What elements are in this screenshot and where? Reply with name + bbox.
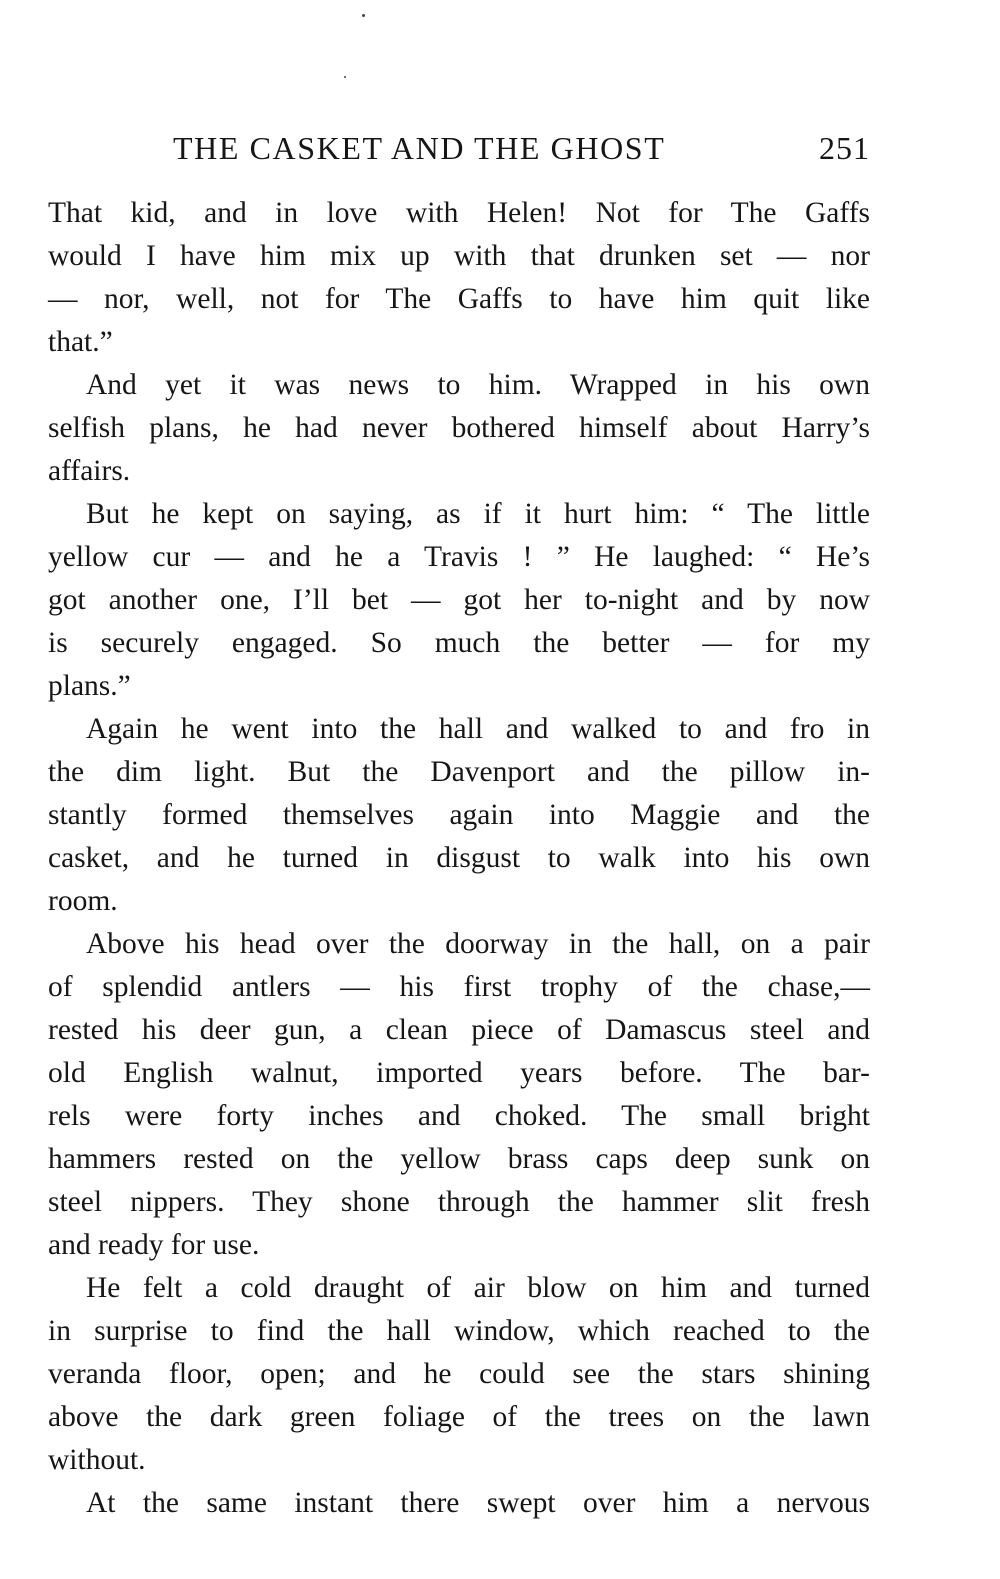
text-line: affairs.	[48, 455, 131, 487]
print-speck	[362, 14, 365, 17]
running-head	[48, 124, 870, 168]
text-line: hammers rested on the yellow brass caps deep sunk on	[48, 1143, 870, 1175]
text-line: He felt a cold draught of air blow on him and turned	[86, 1272, 870, 1304]
text-line: room.	[48, 885, 118, 917]
text-line: yellow cur — and he a Travis ! ” He laughed: “ He’s	[48, 541, 870, 573]
text-line: And yet it was news to him. Wrapped in his own	[86, 369, 870, 401]
page-number: 251	[819, 130, 870, 166]
text-line: rels were forty inches and choked. The small bright	[48, 1100, 870, 1132]
text-line: above the dark green foliage of the trees on the lawn	[48, 1401, 870, 1433]
running-title: THE CASKET AND THE GHOST	[173, 130, 666, 166]
text-line: stantly formed themselves again into Maggie and the	[48, 799, 870, 831]
text-line: steel nippers. They shone through the hammer slit fresh	[48, 1186, 870, 1218]
text-line: rested his deer gun, a clean piece of Damascus steel and	[48, 1014, 870, 1046]
text-line: without.	[48, 1444, 146, 1476]
text-line: old English walnut, imported years before. The bar-	[48, 1057, 870, 1089]
text-line: plans.”	[48, 670, 131, 702]
text-line: — nor, well, not for The Gaffs to have him quit like	[48, 283, 870, 315]
text-line: would I have him mix up with that drunken set — nor	[48, 240, 870, 272]
text-line: But he kept on saying, as if it hurt him: “ The little	[86, 498, 870, 530]
text-line: casket, and he turned in disgust to walk into his own	[48, 842, 870, 874]
text-line: in surprise to find the hall window, which reached to the	[48, 1315, 870, 1347]
print-speck	[344, 76, 346, 78]
text-line: Again he went into the hall and walked to and fro in	[86, 713, 870, 745]
body-text	[48, 192, 870, 1525]
text-line: and ready for use.	[48, 1229, 260, 1261]
text-line: veranda floor, open; and he could see the stars shining	[48, 1358, 870, 1390]
text-line: that.”	[48, 326, 113, 358]
text-line: Above his head over the doorway in the hall, on a pair	[86, 928, 870, 960]
text-line: At the same instant there swept over him a nervous	[86, 1487, 870, 1519]
text-line: got another one, I’ll bet — got her to-night and by now	[48, 584, 870, 616]
text-line: That kid, and in love with Helen! Not for The Gaffs	[48, 197, 870, 229]
text-line: selfish plans, he had never bothered himself about Harry’s	[48, 412, 870, 444]
text-line: of splendid antlers — his first trophy of the chase,—	[48, 971, 870, 1003]
text-line: is securely engaged. So much the better — for my	[48, 627, 870, 659]
text-line: the dim light. But the Davenport and the pillow in-	[48, 756, 870, 788]
